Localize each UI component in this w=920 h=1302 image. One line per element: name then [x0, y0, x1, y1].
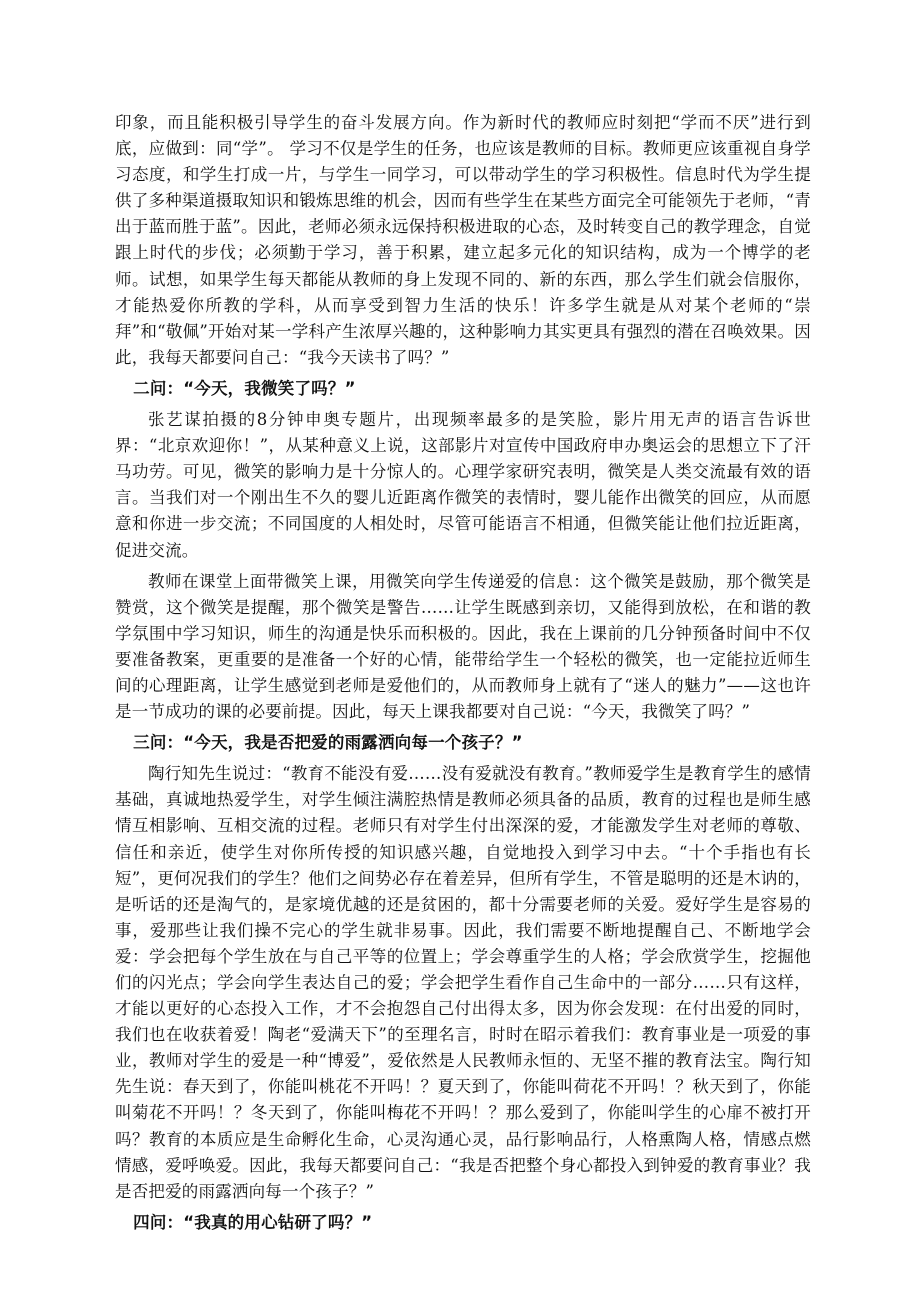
- section-heading-4: 四问：“我真的用心钻研了吗？”: [133, 1212, 373, 1232]
- section-2-paragraph-2: 教师在课堂上面带微笑上课，用微笑向学生传递爱的信息：这个微笑是鼓励，那个微笑是赞赏，这个微笑是提醒，那个微笑是警告……让学生既感到亲切，又能得到放松，在和谐的教学氛围中学习知识，师生的沟通是快乐而积极的。因此，我在上课前的几分钟预备时间中不仅要准备教案，更重要的是准备一个好的心情，能带给学生一个轻松的微笑，也一定能拉近师生间的心理距离，让学生感觉到老师是爱他们的，从而教师身上就有了“迷人的魅力”——这也许是一节成功的课的必要前提。因此，每天上课我都要对自己说：“今天，我微笑了吗？”: [115, 571, 811, 722]
- section-heading-2: 二问：“今天，我微笑了吗？”: [133, 378, 356, 398]
- section-3-paragraph-1: 陶行知先生说过：“教育不能没有爱……没有爱就没有教育。”教师爱学生是教育学生的感情基础，真诚地热爱学生，对学生倾注满腔热情是教师必须具备的品质，教育的过程也是师生感情互相影响、互相交流的过程。老师只有对学生付出深深的爱，才能激发学生对老师的尊敬、信任和亲近，使学生对你所传授的知识感兴趣，自觉地投入到学习中去。“十个手指也有长短”，更何况我们的学生？他们之间势必存在着差异，但所有学生，不管是聪明的还是木讷的，是听话的还是淘气的，是家境优越的还是贫困的，都十分需要老师的关爱。爱好学生是容易的事，爱那些让我们操不完心的学生就非易事。因此，我们需要不断地提醒自己、不断地学会爱：学会把每个学生放在与自己平等的位置上；学会尊重学生的人格；学会欣赏学生，挖掘他们的闪光点；学会向学生表达自己的爱；学会把学生看作自己生命中的一部分……只有这样，才能以更好的心态投入工作，才不会抱怨自己付出得太多，因为你会发现：在付出爱的同时，我们也在收获着爱！陶老“爱满天下”的至理名言，时时在昭示着我们：教育事业是一项爱的事业，教师对学生的爱是一种“博爱”，爱依然是人民教师永恒的、无坚不摧的教育法宝。陶行知先生说：春天到了，你能叫桃花不开吗！？夏天到了，你能叫荷花不开吗！？秋天到了，你能叫菊花不开吗！？冬天到了，你能叫梅花不开吗！？那么爱到了，你能叫学生的心扉不被打开吗？教育的本质应是生命孵化生命，心灵沟通心灵，品行影响品行，人格熏陶人格，情感点燃情感，爱呼唤爱。因此，我每天都要问自己：“我是否把整个身心都投入到钟爱的教育事业？我是否把爱的雨露洒向每一个孩子？”: [115, 764, 811, 1201]
- section-heading-3: 三问：“今天，我是否把爱的雨露洒向每一个孩子？”: [133, 733, 523, 753]
- document-page: [115, 110, 811, 1241]
- section-2-paragraph-1: 张艺谋拍摄的8分钟申奥专题片，出现频率最多的是笑脸，影片用无声的语言告诉世界：“北京欢迎你！”，从某种意义上说，这部影片对宣传中国政府申办奥运会的思想立下了汗马功劳。可见，微笑的影响力是十分惊人的。心理学家研究表明，微笑是人类交流最有效的语言。当我们对一个刚出生不久的婴儿近距离作微笑的表情时，婴儿能作出微笑的回应，从而愿意和你进一步交流；不同国度的人相处时，尽管可能语言不相通，但微笑能让他们拉近距离，促进交流。: [115, 410, 811, 560]
- intro-paragraph: 印象，而且能积极引导学生的奋斗发展方向。作为新时代的教师应时刻把“学而不厌”进行到底，应做到：同“学”。 学习不仅是学生的任务，也应该是教师的目标。教师更应该重视自身学习态度，和学生打成一片，与学生一同学习，可以带动学生的学习积极性。信息时代为学生提供了多种渠道摄取知识和锻炼思维的机会，因而有些学生在某些方面完全可能领先于老师，“青出于蓝而胜于蓝”。因此，老师必须永远保持积极进取的心态，及时转变自己的教学理念，自觉跟上时代的步伐；必须勤于学习，善于积累，建立起多元化的知识结构，成为一个博学的老师。试想，如果学生每天都能从教师的身上发现不同的、新的东西，那么学生们就会信服你，才能热爱你所教的学科，从而享受到智力生活的快乐！许多学生就是从对某个老师的“崇拜”和“敬佩”开始对某一学科产生浓厚兴趣的，这种影响力其实更具有强烈的潜在召唤效果。因此，我每天都要问自己：“我今天读书了吗？”: [115, 113, 811, 367]
